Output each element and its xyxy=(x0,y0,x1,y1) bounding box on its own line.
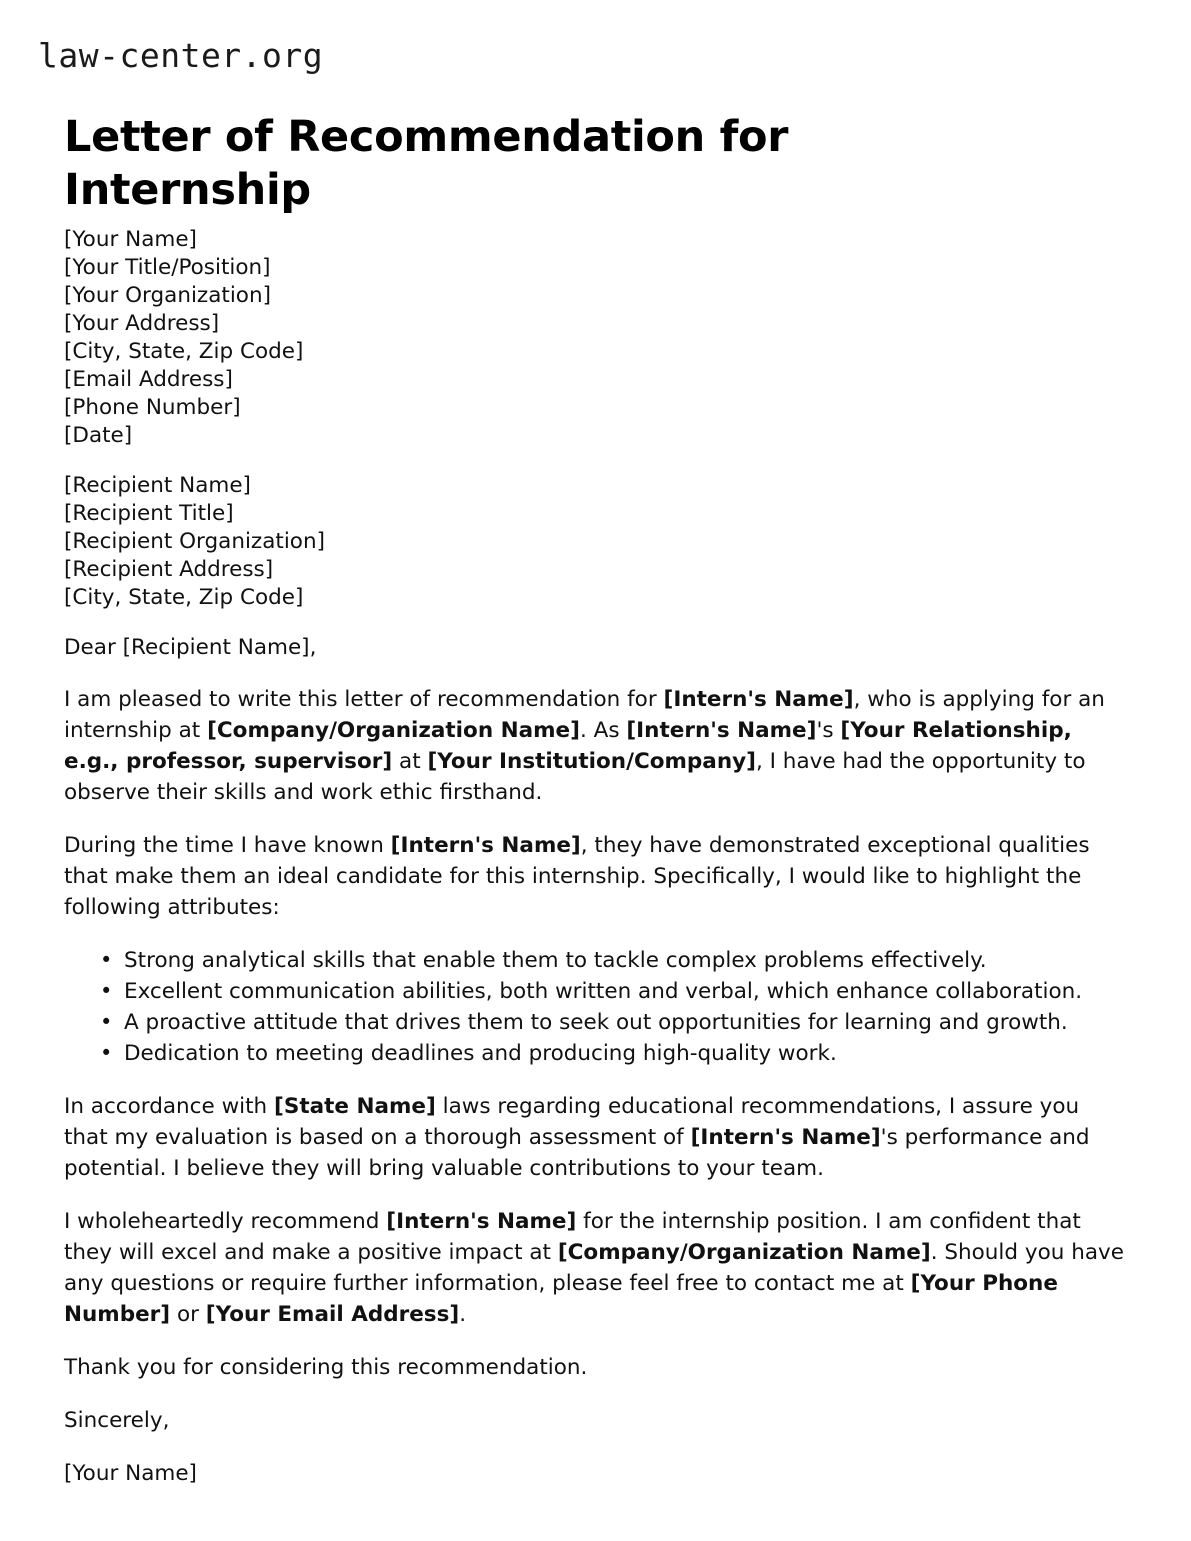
placeholder-institution: [Your Institution/Company] xyxy=(427,749,756,774)
text-run: . As xyxy=(579,718,627,743)
text-run: . xyxy=(459,1302,467,1327)
signoff-line: Sincerely, xyxy=(64,1408,170,1433)
text-run: laws regarding educational recommendations, I assure you that my evaluation is based on a thorough assessment of xyxy=(64,1094,1080,1150)
text-run: , who is applying for an internship at xyxy=(64,687,1105,743)
text-run: I am pleased to write this letter of recommendation for xyxy=(64,687,664,712)
attributes-list xyxy=(64,945,1128,1069)
placeholder-state-name: [State Name] xyxy=(274,1094,436,1119)
signature-line: [Your Name] xyxy=(64,1461,197,1486)
paragraph-state-compliance xyxy=(64,1091,1128,1184)
placeholder-relationship: [Your Relationship, e.g., professor, supervisor] xyxy=(64,718,1072,774)
recipient-line: [Recipient Title] xyxy=(64,501,234,526)
sender-line: [Phone Number] xyxy=(64,395,241,420)
letter-body xyxy=(64,226,1128,1489)
site-domain-header: law-center.org xyxy=(38,36,324,75)
list-item: • Strong analytical skills that enable them to tackle complex problems effectively. xyxy=(124,945,1128,976)
recipient-line: [City, State, Zip Code] xyxy=(64,585,304,610)
text-run: During the time I have known xyxy=(64,833,391,858)
text-run: , I have had the opportunity to observe their skills and work ethic firsthand. xyxy=(64,749,1086,805)
text-run: at xyxy=(392,749,428,774)
text-run: or xyxy=(170,1302,206,1327)
placeholder-company-name: [Company/Organization Name] xyxy=(207,718,580,743)
recipient-line: [Recipient Address] xyxy=(64,557,274,582)
placeholder-intern-name: [Intern's Name] xyxy=(663,687,854,712)
placeholder-intern-name: [Intern's Name] xyxy=(386,1209,577,1234)
placeholder-intern-name: [Intern's Name] xyxy=(626,718,817,743)
recipient-line: [Recipient Name] xyxy=(64,473,251,498)
text-run: 's xyxy=(816,718,841,743)
sender-line: [City, State, Zip Code] xyxy=(64,339,304,364)
placeholder-email-address: [Your Email Address] xyxy=(205,1302,460,1327)
sender-line: [Your Name] xyxy=(64,227,197,252)
sender-line: [Email Address] xyxy=(64,367,233,392)
placeholder-phone-number: [Your Phone Number] xyxy=(64,1271,1058,1327)
text-run: In accordance with xyxy=(64,1094,275,1119)
text-run: for the internship position. I am confident that they will excel and make a positive impact at xyxy=(64,1209,1081,1265)
sender-address-block xyxy=(64,226,1128,450)
text-run: , they have demonstrated exceptional qualities that make them an ideal candidate for this internship. Specifically, I would like to highlight the following attributes: xyxy=(64,833,1090,920)
paragraph-recommendation xyxy=(64,1206,1128,1330)
sender-line: [Date] xyxy=(64,423,133,448)
paragraph-qualities-intro xyxy=(64,830,1128,923)
sender-line: [Your Organization] xyxy=(64,283,271,308)
placeholder-intern-name: [Intern's Name] xyxy=(390,833,581,858)
placeholder-intern-name: [Intern's Name] xyxy=(690,1125,881,1150)
sender-line: [Your Address] xyxy=(64,311,220,336)
sender-line: [Your Title/Position] xyxy=(64,255,271,280)
recipient-address-block xyxy=(64,472,1128,612)
paragraph-introduction xyxy=(64,684,1128,808)
list-item: • Dedication to meeting deadlines and producing high-quality work. xyxy=(124,1038,1128,1069)
text-run: 's performance and potential. I believe they will bring valuable contributions to your team. xyxy=(64,1125,1090,1181)
thank-you-line: Thank you for considering this recommendation. xyxy=(64,1355,588,1380)
text-run: . Should you have any questions or require further information, please feel free to contact me at xyxy=(64,1240,1124,1296)
page-title: Letter of Recommendation for Internship xyxy=(64,111,789,215)
list-item: • A proactive attitude that drives them to seek out opportunities for learning and growth. xyxy=(124,1007,1128,1038)
text-run: I wholeheartedly recommend xyxy=(64,1209,387,1234)
salutation: Dear [Recipient Name], xyxy=(64,635,317,660)
placeholder-company-name: [Company/Organization Name] xyxy=(557,1240,931,1265)
recipient-line: [Recipient Organization] xyxy=(64,529,325,554)
list-item: • Excellent communication abilities, both written and verbal, which enhance collaboration. xyxy=(124,976,1128,1007)
